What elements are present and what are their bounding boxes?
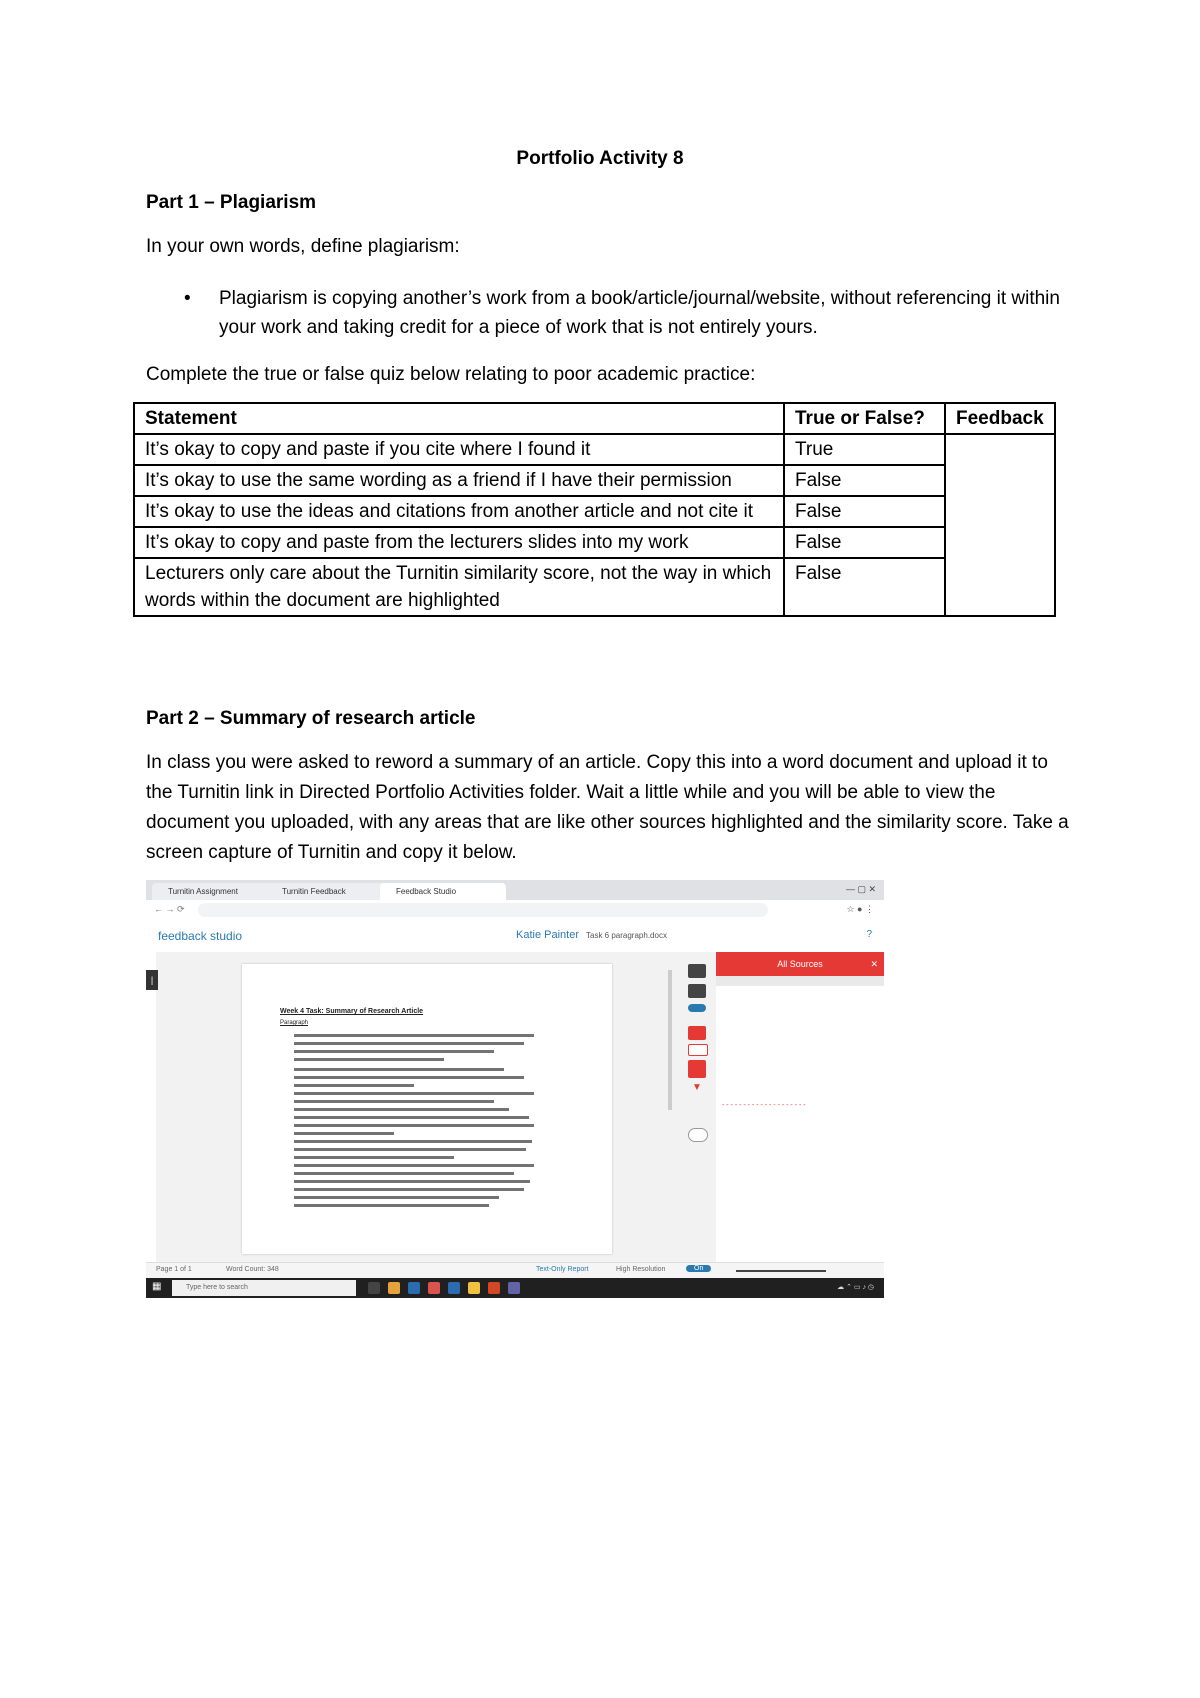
page-title: Portfolio Activity 8: [516, 148, 684, 169]
statement-cell: Lecturers only care about the Turnitin similarity score, not the way in which words within the document are highlighted: [134, 558, 784, 616]
text-line: [294, 1164, 534, 1167]
text-only-report-link[interactable]: Text-Only Report: [536, 1266, 589, 1273]
user-name: Katie Painter: [516, 929, 579, 941]
layers-icon[interactable]: [688, 964, 706, 978]
answer-cell: False: [784, 496, 945, 527]
answer-cell: False: [784, 558, 945, 616]
close-icon[interactable]: ✕: [870, 959, 878, 969]
sources-panel: [716, 952, 884, 1262]
office-icon[interactable]: [428, 1282, 440, 1294]
explorer-icon[interactable]: [468, 1282, 480, 1294]
taskbar-search[interactable]: Type here to search: [172, 1280, 356, 1296]
text-line: [294, 1076, 524, 1079]
filter-icon[interactable]: ▼: [692, 1082, 702, 1093]
statement-cell: It’s okay to use the ideas and citations from another article and not cite it: [134, 496, 784, 527]
tool-column: [684, 952, 710, 1262]
chrome-icon[interactable]: [388, 1282, 400, 1294]
text-line: [294, 1108, 509, 1111]
system-tray[interactable]: ☁ ⌃ ▭ ♪ ◷: [837, 1284, 874, 1291]
feedback-cell: [945, 434, 1055, 616]
text-line: [294, 1042, 524, 1045]
submitted-document: [242, 964, 612, 1254]
similarity-icon[interactable]: [688, 1026, 706, 1040]
task-view-icon[interactable]: [368, 1282, 380, 1294]
table-row: [134, 558, 1055, 616]
page-nav-button[interactable]: |: [146, 970, 158, 990]
powerpoint-icon[interactable]: [488, 1282, 500, 1294]
text-line: [294, 1068, 504, 1071]
statement-cell: It’s okay to copy and paste from the lecturers slides into my work: [134, 527, 784, 558]
bullet-icon: •: [184, 288, 191, 309]
table-row: [134, 465, 1055, 496]
browser-tab-bar: [146, 880, 884, 900]
sources-navigation[interactable]: [716, 976, 884, 986]
extensions-icon[interactable]: ☆ ● ⋮: [846, 904, 874, 914]
text-line: [294, 1132, 394, 1135]
windows-start-icon[interactable]: ▦: [152, 1281, 162, 1292]
document-scrollbar[interactable]: [668, 970, 672, 1110]
nav-arrows-icon[interactable]: ← → ⟳: [154, 904, 185, 914]
text-line: [294, 1156, 454, 1159]
doc-subtitle: Paragraph: [280, 1020, 309, 1026]
windows-taskbar: [146, 1278, 884, 1298]
left-rail: [146, 952, 156, 1262]
statement-cell: It’s okay to use the same wording as a friend if I have their permission: [134, 465, 784, 496]
file-name: Task 6 paragraph.docx: [586, 931, 667, 940]
comment-icon[interactable]: [688, 1004, 706, 1012]
table-row: [134, 434, 1055, 465]
table-header-row: [134, 403, 1055, 434]
panel-title: All Sources: [777, 959, 823, 969]
table-row: [134, 527, 1055, 558]
browser-tab-active[interactable]: Feedback Studio: [380, 883, 506, 900]
text-line: [294, 1172, 514, 1175]
viewer-status-bar: [146, 1262, 884, 1279]
outlook-icon[interactable]: [408, 1282, 420, 1294]
text-line: [294, 1050, 494, 1053]
info-icon[interactable]: [688, 1128, 708, 1142]
text-line: [294, 1204, 489, 1207]
source-note: - - - - - - - - - - - - - - - - - - - -: [722, 1102, 806, 1109]
text-line: [294, 1058, 444, 1061]
zoom-slider[interactable]: [736, 1270, 826, 1272]
help-icon[interactable]: ?: [866, 929, 872, 940]
match-overview-icon[interactable]: [688, 1060, 706, 1078]
app-logo: feedback studio: [158, 929, 243, 943]
page-count: Page 1 of 1: [156, 1266, 192, 1273]
feedback-studio-header: [146, 920, 884, 953]
text-line: [294, 1196, 499, 1199]
answer-cell: True: [784, 434, 945, 465]
text-line: [294, 1124, 534, 1127]
score-icon[interactable]: [688, 1044, 708, 1056]
table-row: [134, 496, 1055, 527]
teams-icon[interactable]: [508, 1282, 520, 1294]
text-line: [294, 1034, 534, 1037]
text-line: [294, 1188, 524, 1191]
doc-title: Week 4 Task: Summary of Research Article: [280, 1008, 424, 1015]
part2-body: In class you were asked to reword a summary of an article. Copy this into a word document and upload it to the Turnitin link in Directed Portfolio Activities folder. Wait a little while and you will be able to view the document you uploaded, with any areas that are like other sources highlighted and the similarity score. Take a screen capture of Turnitin and copy it below.: [146, 752, 1069, 863]
quiz-intro: Complete the true or false quiz below relating to poor academic practice:: [146, 364, 756, 385]
answer-cell: False: [784, 527, 945, 558]
quiz-table: [133, 402, 1056, 617]
statement-cell: It’s okay to copy and paste if you cite where I found it: [134, 434, 784, 465]
word-icon[interactable]: [448, 1282, 460, 1294]
part1-heading: Part 1 – Plagiarism: [146, 192, 317, 213]
text-line: [294, 1140, 532, 1143]
all-sources-header: [716, 952, 884, 976]
high-resolution-toggle[interactable]: On: [686, 1265, 711, 1272]
text-line: [294, 1092, 534, 1095]
define-prompt: In your own words, define plagiarism:: [146, 236, 460, 257]
text-line: [294, 1116, 529, 1119]
high-resolution-label: High Resolution: [616, 1266, 666, 1273]
word-count: Word Count: 348: [226, 1266, 279, 1273]
text-line: [294, 1180, 530, 1183]
url-field[interactable]: [198, 903, 768, 917]
text-line: [294, 1100, 494, 1103]
browser-tab[interactable]: Turnitin Feedback: [266, 883, 392, 900]
window-controls-icon[interactable]: — ▢ ✕: [845, 884, 876, 894]
header-statement: Statement: [134, 403, 784, 434]
answer-cell: False: [784, 465, 945, 496]
document-viewer: [146, 952, 884, 1262]
turnitin-screenshot: [146, 880, 884, 1298]
part2-heading: Part 2 – Summary of research article: [146, 708, 476, 729]
header-feedback: Feedback: [945, 403, 1055, 434]
text-line: [294, 1148, 526, 1151]
address-bar: [146, 900, 884, 921]
browser-tab[interactable]: Turnitin Assignment: [152, 883, 278, 900]
text-line: [294, 1084, 414, 1087]
bullet-answer: Plagiarism is copying another’s work from a book/article/journal/website, without referencing it within your work and taking credit for a piece of work that is not entirely yours.: [219, 288, 1060, 338]
header-true-false: True or False?: [784, 403, 945, 434]
grading-icon[interactable]: [688, 984, 706, 998]
